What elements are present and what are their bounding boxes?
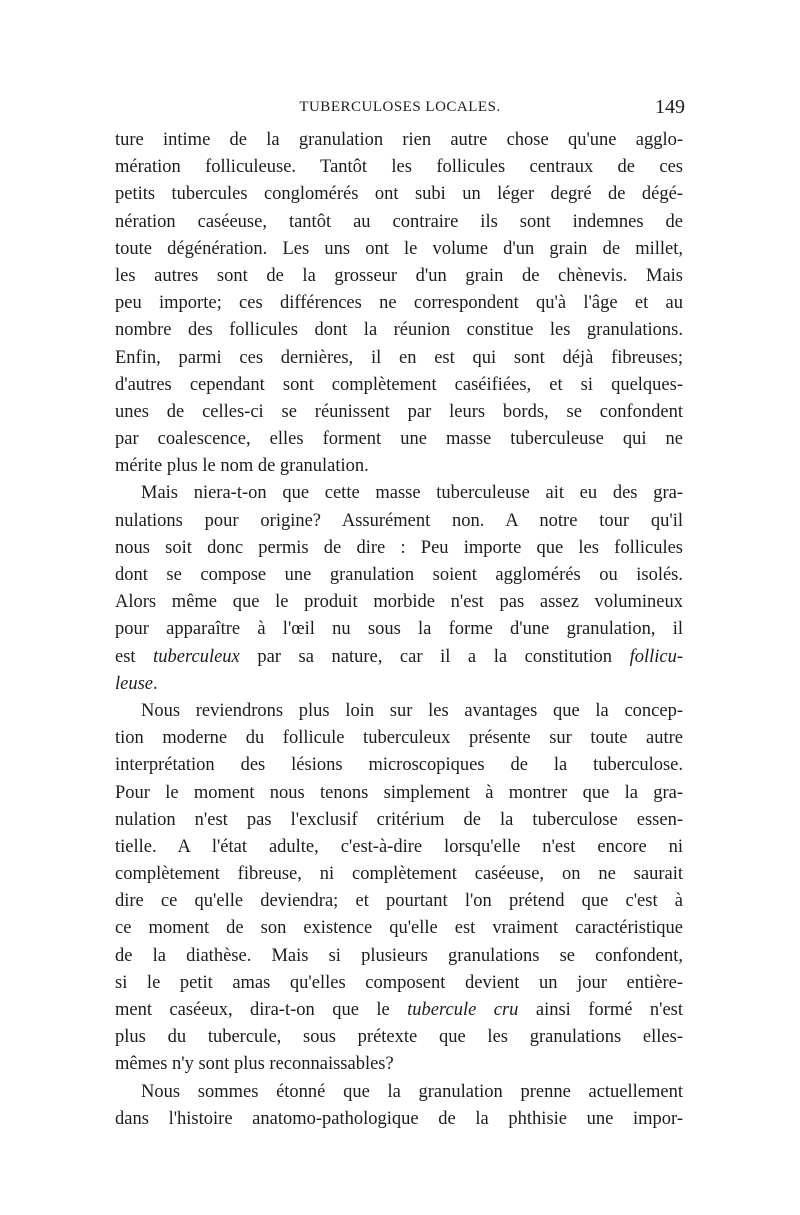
line-text: ainsi formé n'est bbox=[518, 1000, 684, 1020]
text-line: toute dégénération. Les uns ont le volume d'un grain de millet, bbox=[115, 238, 683, 259]
text-line: les autres sont de la grosseur d'un grain de chènevis. Mais bbox=[115, 265, 683, 286]
text-line: petits tubercules conglomérés ont subi un léger degré de dégé- bbox=[115, 184, 683, 205]
italic-term: follicu- bbox=[629, 646, 683, 667]
line-text: est bbox=[115, 646, 154, 667]
page-number: 149 bbox=[655, 96, 685, 118]
italic-term: tubercule cru bbox=[407, 1000, 519, 1020]
text-line bbox=[115, 644, 683, 671]
text-line: nération caséeuse, tantôt au contraire ils sont indemnes de bbox=[115, 211, 683, 232]
text-line: mération folliculeuse. Tantôt les follicules centraux de ces bbox=[115, 157, 683, 178]
text-line: interprétation des lésions microscopiques de la tuberculose. bbox=[115, 755, 683, 776]
italic-term: leuse bbox=[115, 673, 154, 694]
text-line: ce moment de son existence qu'elle est vraiment caractéristique bbox=[115, 918, 683, 939]
text-line: si le petit amas qu'elles composent devient un jour entière- bbox=[115, 972, 683, 993]
text-line: peu importe; ces différences ne correspondent qu'à l'âge et au bbox=[115, 293, 683, 314]
text-line: Enfin, parmi ces dernières, il en est qui sont déjà fibreuses; bbox=[115, 347, 683, 368]
running-title: TUBERCULOSES LOCALES. bbox=[299, 99, 501, 115]
text-line bbox=[115, 671, 683, 698]
text-line: complètement fibreuse, ni complètement caséeuse, on ne saurait bbox=[115, 864, 683, 885]
text-line: de la diathèse. Mais si plusieurs granulations se confondent, bbox=[115, 945, 683, 966]
text-line: nulations pour origine? Assurément non. A notre tour qu'il bbox=[115, 510, 683, 531]
text-line: nulation n'est pas l'exclusif critérium de la tuberculose essen- bbox=[115, 809, 683, 830]
text-line: Nous reviendrons plus loin sur les avantages que la concep- bbox=[141, 700, 683, 721]
text-line: ture intime de la granulation rien autre chose qu'une agglo- bbox=[115, 130, 683, 150]
text-line: dire ce qu'elle deviendra; et pourtant l'on prétend que c'est à bbox=[115, 891, 683, 912]
line-text: . bbox=[153, 673, 158, 694]
line-text: par sa nature, car il a la constitution bbox=[239, 646, 630, 667]
text-line: tion moderne du follicule tuberculeux présente sur toute autre bbox=[115, 728, 683, 749]
text-line: mérite plus le nom de granulation. bbox=[115, 456, 369, 477]
text-line: mêmes n'y sont plus reconnaissables? bbox=[115, 1054, 394, 1075]
text-line: nombre des follicules dont la réunion constitue les granulations. bbox=[115, 320, 683, 341]
text-line: plus du tubercule, sous prétexte que les granulations elles- bbox=[115, 1027, 683, 1048]
text-line: Mais niera-t-on que cette masse tuberculeuse ait eu des gra- bbox=[141, 483, 683, 504]
line-text: ment caséeux, dira-t-on que le bbox=[115, 1000, 408, 1020]
text-line: Pour le moment nous tenons simplement à montrer que la gra- bbox=[115, 782, 683, 803]
text-line: unes de celles-ci se réunissent par leurs bords, se confondent bbox=[115, 401, 683, 422]
text-line: dans l'histoire anatomo-pathologique de la phthisie une impor- bbox=[115, 1108, 683, 1129]
italic-term: tuberculeux bbox=[153, 646, 240, 667]
running-head bbox=[115, 96, 685, 120]
text-line: dont se compose une granulation soient agglomérés ou isolés. bbox=[115, 565, 683, 585]
text-line: pour apparaître à l'œil nu sous la forme d'une granulation, il bbox=[115, 619, 683, 640]
text-line: Alors même que le produit morbide n'est pas assez volumineux bbox=[115, 592, 683, 613]
text-line: tielle. A l'état adulte, c'est-à-dire lorsqu'elle n'est encore ni bbox=[115, 836, 683, 857]
text-line bbox=[115, 997, 683, 1024]
text-line: par coalescence, elles forment une masse tuberculeuse qui ne bbox=[115, 429, 683, 450]
text-line: nous soit donc permis de dire : Peu importe que les follicules bbox=[115, 537, 683, 558]
body-text bbox=[115, 127, 683, 1133]
text-line: d'autres cependant sont complètement caséifiées, et si quelques- bbox=[115, 374, 683, 395]
text-line: Nous sommes étonné que la granulation prenne actuellement bbox=[141, 1081, 683, 1102]
